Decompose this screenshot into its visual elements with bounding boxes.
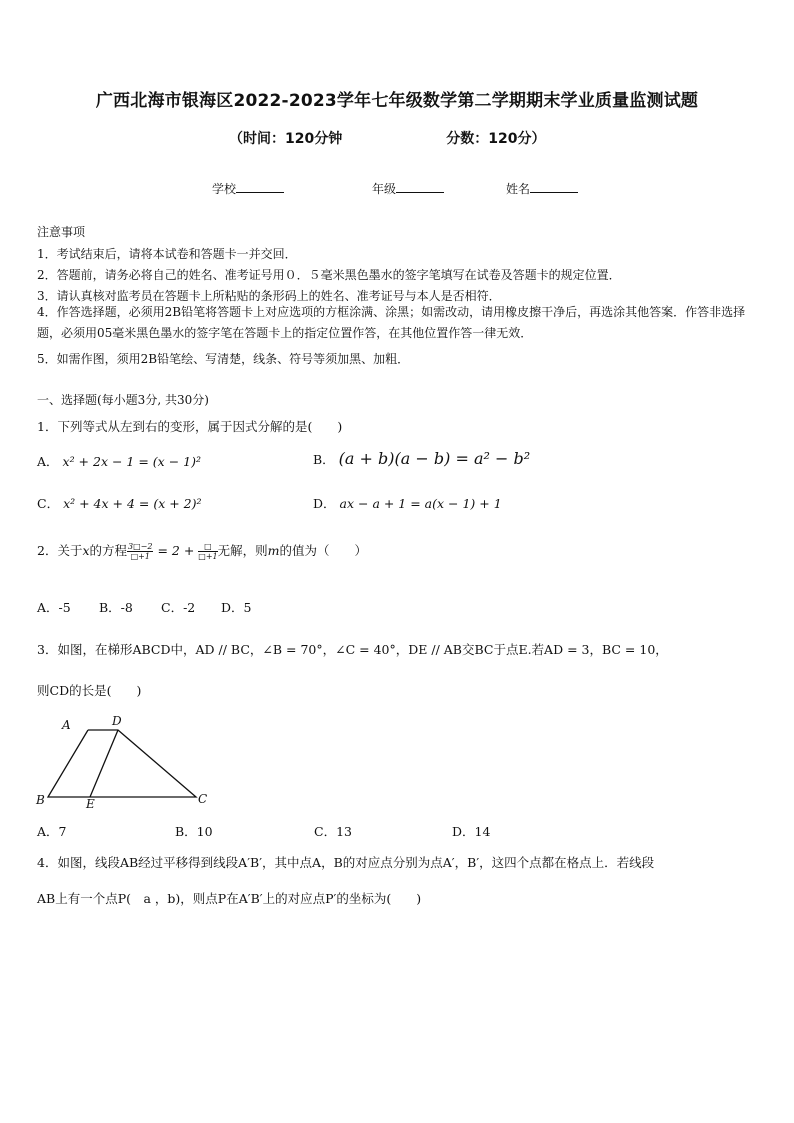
name-label: 姓名: [506, 182, 531, 196]
question-3-stem: 3．如图，在梯形ABCD中，AD // BC，∠B = 70°，∠C = 40°，DE // AB交BC于点E.若AD = 3，BC = 10，: [37, 642, 668, 657]
school-label: 学校: [212, 182, 237, 196]
question-4-stem: 4．如图，线段AB经过平移得到线段A′B′，其中点A，B的对应点分别为点A′，B′，这四个点都在格点上．若线段: [37, 855, 655, 870]
q1-option-b: [313, 449, 530, 468]
school-blank: [236, 181, 284, 193]
label-b: B: [36, 793, 45, 807]
q2-fraction-right: [198, 542, 217, 561]
note-item: 4．作答选择题，必须用2B铅笔将答题卡上对应选项的方框涂满、涂黑；如需改动，请用橡皮擦干净后，再选涂其他答案．作答非选择题，必须用05毫米黑色墨水的签字笔在答题卡上的指定位置作答，在其他位置作答一律无效．: [37, 305, 746, 340]
q1-option-c: [37, 494, 202, 512]
q2-text: 的方程: [89, 543, 128, 558]
q2-text: 的值为（ ）: [279, 543, 368, 558]
option-label: D．: [313, 496, 336, 511]
q2-option-c: C．-2: [161, 600, 196, 615]
q3-option-d: D．14: [452, 824, 491, 839]
fraction-denominator: □+1: [130, 552, 150, 561]
q2-var-m: m: [267, 543, 280, 558]
q2-text: 2．关于: [37, 543, 83, 558]
grade-field: [372, 180, 444, 197]
exam-meta: [229, 128, 545, 148]
school-field: [212, 180, 284, 197]
label-e: E: [86, 797, 95, 811]
name-field: [506, 180, 578, 197]
label-a: A: [62, 718, 71, 732]
q1-option-c-expr: x² + 4x + 4 = (x + 2)²: [63, 496, 202, 511]
trapezoid-outline: [48, 730, 196, 797]
q3-option-a: A．7: [37, 824, 67, 839]
grade-blank: [396, 181, 444, 193]
section-heading: 一、选择题(每小题3分, 共30分): [37, 393, 209, 407]
name-blank: [530, 181, 578, 193]
question-4-stem-cont: AB上有一个点P( a ，b)，则点P在A′B′上的对应点P′的坐标为( ): [37, 891, 422, 906]
page-title: 广西北海市银海区2022-2023学年七年级数学第二学期期末学业质量监测试题: [95, 91, 699, 111]
note-item: 5．如需作图，须用2B铅笔绘、写清楚，线条、符号等须加黑、加粗．: [37, 352, 410, 366]
q1-option-d-expr: ax − a + 1 = a(x − 1) + 1: [339, 496, 502, 511]
q2-option-a: A．-5: [37, 600, 71, 615]
option-label: B．: [313, 452, 335, 467]
q3-option-b: B．10: [175, 824, 213, 839]
question-3-stem-cont: 则CD的长是( ): [37, 683, 142, 698]
q3-option-c: C．13: [314, 824, 352, 839]
note-item: 3．请认真核对监考员在答题卡上所粘贴的条形码上的姓名、准考证号与本人是否相符．: [37, 289, 501, 303]
fraction-denominator: □+1: [198, 552, 218, 561]
exam-time: （时间：120分钟: [229, 131, 343, 147]
q2-var-x: x: [82, 543, 90, 558]
option-label: A．: [37, 454, 59, 469]
question-1-stem: 1．下列等式从左到右的变形，属于因式分解的是( ): [37, 419, 343, 434]
q2-text: 无解，则: [217, 543, 268, 558]
q1-option-d: [313, 494, 502, 512]
notes-heading: 注意事项: [37, 225, 86, 239]
segment-de: [90, 730, 118, 797]
trapezoid-figure: [30, 708, 220, 814]
grade-label: 年级: [372, 182, 397, 196]
option-label: C．: [37, 496, 60, 511]
fraction-numerator: □: [198, 542, 217, 552]
note-item: 1．考试结束后，请将本试卷和答题卡一并交回．: [37, 247, 297, 261]
note-item: 2．答题前，请务必将自己的姓名、准考证号用０．５毫米黑色墨水的签字笔填写在试卷及答题卡的规定位置．: [37, 268, 621, 282]
q1-option-a-expr: x² + 2x − 1 = (x − 1)²: [62, 454, 201, 469]
q1-option-a: [37, 452, 201, 470]
q2-fraction-left: [127, 542, 153, 561]
q1-option-b-expr: (a + b)(a − b) = a² − b²: [338, 449, 531, 468]
question-2-stem: [37, 541, 367, 561]
label-d: D: [112, 714, 122, 728]
label-c: C: [198, 792, 208, 806]
q2-option-b: B．-8: [99, 600, 133, 615]
q2-equals: = 2 +: [153, 543, 199, 558]
q2-option-d: D．5: [221, 600, 252, 615]
exam-score: 分数：120分）: [446, 131, 546, 147]
fraction-numerator: 3□−2: [128, 542, 153, 551]
